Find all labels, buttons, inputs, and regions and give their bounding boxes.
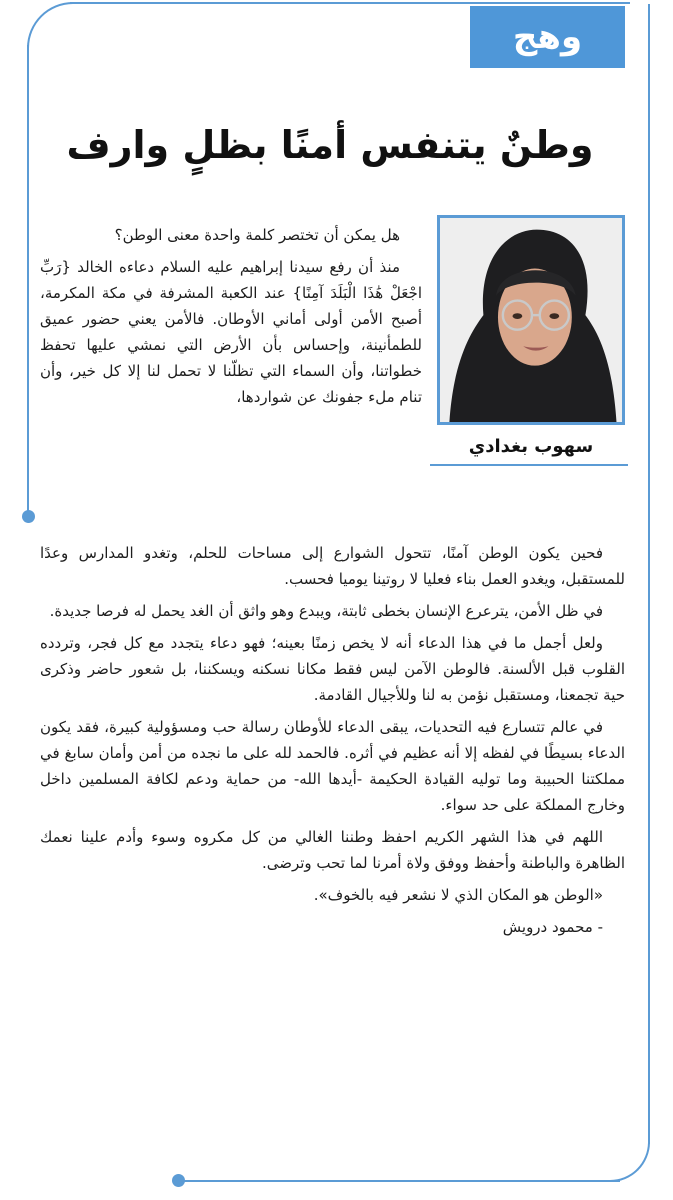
article-paragraph: منذ أن رفع سيدنا إبراهيم عليه السلام دعاءه الخالد {رَبِّ اجْعَلْ هَٰذَا الْبَلَدَ آمِنًا} عند الكعبة المشرفة في مكة المكرمة، أصبح الأمن أولى أماني الأوطان. فالأمن يعني حضور عميق للطمأنينة، وإحساس بأن الأرض التي نمشي عليها تحفظ خطواتنا، وأن السماء التي تظلّنا لا تحمل لنا إلا كل خير، وأن تنام ملء جفونك عن شواردها، <box>40 258 422 406</box>
article-paragraph: في عالم تتسارع فيه التحديات، يبقى الدعاء للأوطان رسالة حب ومسؤولية كبيرة، فقد يكون الدعاء بسيطًا في لفظه إلا أنه عظيم في أثره. فالحمد لله على ما نجده من أمن وأمان سابغ في مملكتنا الحبيبة وما توليه القيادة الحكيمة -أيدها الله- من حماية ودعم لكافة المسلمين داخل وخارج المملكة على حد سواء. <box>40 718 625 814</box>
article-headline: وطنٌ يتنفس أمنًا بظلٍ وارف <box>66 123 594 167</box>
frame-dot-bottom <box>172 1174 185 1187</box>
frame-left-line <box>27 45 29 517</box>
author-name: سهوب بغدادي <box>468 436 594 457</box>
frame-bottom-line <box>180 1180 620 1182</box>
author-photo <box>437 215 625 425</box>
closing-quote: «الوطن هو المكان الذي لا نشعر فيه بالخوف». <box>313 886 603 904</box>
article-paragraph: هل يمكن أن تختصر كلمة واحدة معنى الوطن؟ <box>114 226 400 244</box>
article-body <box>40 540 625 946</box>
section-badge: وهج <box>470 6 625 68</box>
article-paragraph: فحين يكون الوطن آمنًا، تتحول الشوارع إلى مساحات للحلم، وتغدو المدارس وعدًا للمستقبل، ويغدو العمل بناء فعليا لا روتينا يوميا فحسب. <box>40 544 625 588</box>
author-portrait-image <box>440 218 622 422</box>
quote-author: - محمود درويش <box>502 918 603 936</box>
article-paragraph: في ظل الأمن، يترعرع الإنسان بخطى ثابتة، ويبدع وهو واثق أن الغد يحمل له فرصا جديدة. <box>49 602 603 620</box>
frame-corner <box>27 2 107 82</box>
frame-dot-left <box>22 510 35 523</box>
article-intro <box>40 222 422 416</box>
frame-bottom-corner <box>590 1120 650 1182</box>
frame-right-line <box>648 4 650 1144</box>
article-paragraph: ولعل أجمل ما في هذا الدعاء أنه لا يخص زمنًا بعينه؛ فهو دعاء يتجدد مع كل فجر، وتردده القلوب قبل الألسنة. فالوطن الآمن ليس فقط مكانا نسكنه ويسكننا، بل شعور حاضر وذكرى حية تجمعنا، ومستقبل نؤمن به لنا وللأجيال القادمة. <box>40 634 625 704</box>
frame-top-line <box>70 2 630 4</box>
author-underline <box>430 464 628 466</box>
article-paragraph: اللهم في هذا الشهر الكريم احفظ وطننا الغالي من كل مكروه وسوء وأدم علينا نعمك الظاهرة والباطنة وأحفظ ووفق ولاة أمرنا لما تحب وترضى. <box>40 828 625 872</box>
